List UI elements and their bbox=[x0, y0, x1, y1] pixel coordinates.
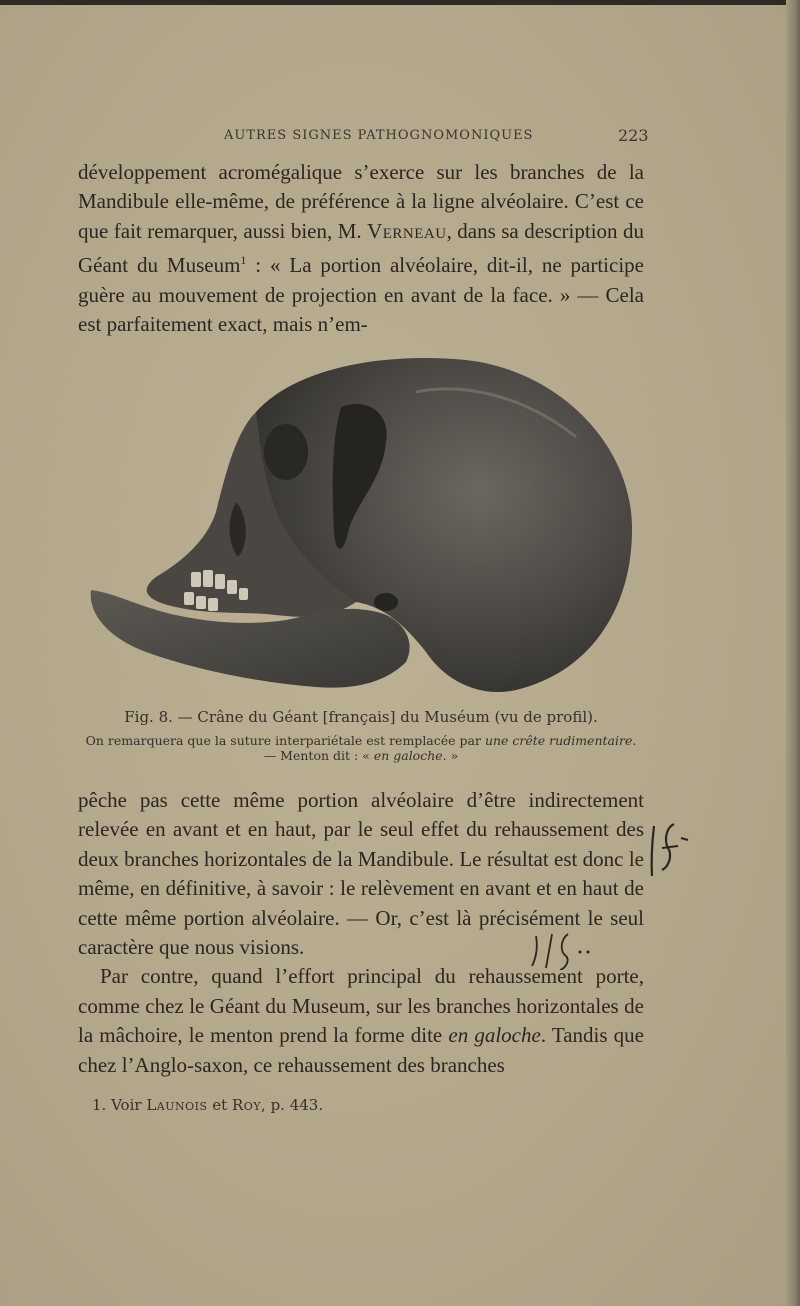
caption-note-italic: une crête rudimentaire bbox=[484, 733, 633, 748]
skull-photograph bbox=[86, 352, 634, 698]
caption-note-text-a: On remarquera que la suture interpariétale est remplacée par bbox=[85, 733, 485, 748]
running-head: AUTRES SIGNES PATHOGNOMONIQUES bbox=[224, 128, 534, 143]
paragraph-1-text-c: : « La portion alvéolaire, dit-il, ne participe guère au mouvement de projection en avant de la face. » — Cela est parfaitement exact, mais n’em- bbox=[78, 253, 644, 337]
paragraph-3-text-b: . Tandis que chez l’Anglo-saxon, ce rehaussement des branches bbox=[78, 1023, 644, 1077]
handwritten-margin-note bbox=[648, 818, 692, 882]
caption-note-text-b: . bbox=[632, 733, 637, 748]
scan-top-border bbox=[0, 0, 800, 5]
paragraph-3-text-a: Par contre, quand l’effort principal du rehaussement porte, comme chez le Géant du Museum, sur les branches horizontales de la mâchoire, le menton prend la forme dite bbox=[78, 964, 644, 1048]
footnote bbox=[92, 1096, 323, 1114]
handwritten-inline-note bbox=[530, 930, 600, 970]
paragraph-3-italic: en galoche bbox=[448, 1023, 541, 1048]
paragraph-1-text-a: développement acromégalique s’exerce sur les branches de la Mandibule elle-même, de préférence à la ligne alvéolaire. C’est ce que fait remarquer, aussi bien, M. bbox=[78, 160, 644, 243]
footnote-suffix: , p. 443. bbox=[261, 1096, 324, 1114]
caption-note2-text-a: — Menton dit : « bbox=[263, 748, 374, 763]
footnote-reference[interactable]: 1 bbox=[240, 253, 247, 268]
footnote-author-2: Roy bbox=[231, 1096, 262, 1114]
figure-caption-note bbox=[76, 733, 646, 763]
page-edge bbox=[786, 0, 800, 1306]
author-name: Verneau bbox=[367, 218, 447, 243]
figure-caption-title: Fig. 8. — Crâne du Géant [français] du Muséum (vu de profil). bbox=[124, 708, 598, 726]
caption-note2-text-b: . » bbox=[442, 748, 459, 763]
footnote-prefix: Voir bbox=[106, 1096, 147, 1114]
ear-opening bbox=[374, 593, 398, 611]
paragraph-3 bbox=[78, 962, 644, 1080]
footnote-joiner: et bbox=[207, 1096, 232, 1114]
footnote-author-1: Launois bbox=[146, 1096, 208, 1114]
paragraph-1 bbox=[78, 158, 644, 339]
caption-note2-italic: en galoche bbox=[373, 748, 443, 763]
page-number: 223 bbox=[618, 126, 649, 145]
paragraph-2: pêche pas cette même portion alvéolaire d’être indirectement relevée en avant et en haut, par le seul effet du rehaussement des deux branches horizontales de la Mandibule. Le résultat est donc le même, en définitive, à savoir : le relèvement en avant et en haut de cette même portion alvéolaire. — Or, c’est là précisément le seul caractère que nous visions. bbox=[78, 788, 644, 960]
footnote-number: 1. bbox=[92, 1096, 107, 1114]
paragraph-1-text-b: , dans sa description du Géant du Museum bbox=[78, 218, 644, 278]
orbit bbox=[264, 424, 308, 480]
